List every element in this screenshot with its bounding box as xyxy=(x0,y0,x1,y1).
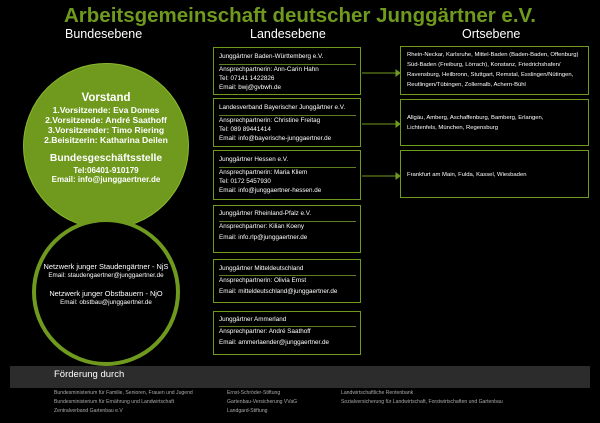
box-line: Junggärtner Mitteldeutschland xyxy=(219,265,304,272)
network-email: Email: obstbau@junggaertner.de xyxy=(60,299,152,306)
box-line: Email: bwj@gvbwh.de xyxy=(219,84,282,91)
vorstand-line: 2.Vorsitzende: André Saathoff xyxy=(45,115,167,125)
sponsor: Bundesministerium für Familie, Senioren, Frauen und Jugend xyxy=(54,390,193,396)
box-line: Ansprechpartner: Kilian Koeny xyxy=(219,223,305,230)
sponsor: Ernst-Schröder-Stiftung xyxy=(227,390,281,396)
sponsor: Sozialversicherung für Landwirtschaft, Forstwirtschaften und Gartenbau xyxy=(341,399,503,405)
office-heading: Bundesgeschäftsstelle xyxy=(49,153,163,164)
orts-line: Frankfurt am Main, Fulda, Kassel, Wiesbaden xyxy=(407,172,527,178)
network-title: Netzwerk junger Staudengärtner - NjS xyxy=(43,262,169,271)
page-title: Arbeitsgemeinschaft deutscher Junggärtner e.V. xyxy=(63,4,537,27)
orts-box-hessen xyxy=(400,150,589,198)
box-line: Email: mitteldeutschland@junggaertner.de xyxy=(219,288,338,295)
column-heading-landesebene: Landesebene xyxy=(250,27,326,41)
box-line: Tel: 0172 5457930 xyxy=(219,178,271,185)
orts-line: Süd-Baden (Freiburg, Lörrach), Konstanz, Friedrichshafen/ xyxy=(407,62,561,68)
sponsor: Landwirtschaftliche Rentenbank xyxy=(341,390,414,396)
landes-box-mitteldeutschland xyxy=(213,259,361,303)
orts-line: Reutlingen/Tübingen, Zollernalb, Achern-Bühl xyxy=(407,82,526,88)
box-line: Ansprechpartner: André Saathoff xyxy=(219,328,311,335)
box-line: Ansprechpartnerin: Christine Freitag xyxy=(219,117,321,124)
network-email: Email: staudengaertner@junggaertner.de xyxy=(48,272,164,279)
orts-box-bw xyxy=(400,46,589,95)
box-line: Tel: 07141 1422826 xyxy=(219,75,275,82)
sponsor: Landgard-Stiftung xyxy=(227,408,268,414)
box-line: Junggärtner Rheinland-Pfalz e.V. xyxy=(219,210,312,217)
box-line: Landesverband Bayerischer Junggärtner e.V. xyxy=(219,104,346,111)
box-line: Email: info.rlp@junggaertner.de xyxy=(219,234,308,241)
orts-line: Lichtenfels, München, Regensburg xyxy=(407,125,499,131)
column-heading-ortsebene: Ortsebene xyxy=(462,27,521,41)
box-line: Tel: 089 89441414 xyxy=(219,126,271,133)
landes-box-hessen xyxy=(213,150,361,200)
orts-line: Allgäu, Amberg, Aschaffenburg, Bamberg, Erlangen, xyxy=(407,115,544,121)
vorstand-line: 3.Vorsitzender: Timo Riering xyxy=(47,125,165,135)
box-line: Email: info@junggaertner-hessen.de xyxy=(219,187,322,194)
column-heading-bundesebene: Bundesebene xyxy=(65,27,143,41)
connector-arrows xyxy=(360,60,400,180)
sponsor: Bundesministerium für Ernährung und Landwirtschaft xyxy=(54,399,175,405)
box-line: Junggärtner Baden-Württemberg e.V. xyxy=(219,53,324,60)
landes-box-bw xyxy=(213,47,361,95)
box-line: Junggärtner Hessen e.V. xyxy=(219,156,289,163)
box-line: Ansprechpartnerin: Maria Kliem xyxy=(219,169,308,176)
network-title: Netzwerk junger Obstbauern - NjO xyxy=(49,289,163,298)
vorstand-heading: Vorstand xyxy=(81,92,131,104)
landes-box-rlp xyxy=(213,205,361,253)
box-line: Ansprechpartnerin: Olivia Ernst xyxy=(219,277,307,284)
landes-box-bayern xyxy=(213,98,361,147)
orts-line: Rhein-Neckar, Karlsruhe, Mittel-Baden (Baden-Baden, Offenburg) xyxy=(407,52,579,58)
landes-box-ammerland xyxy=(213,311,361,355)
box-line: Email: info@bayerische-junggaertner.de xyxy=(219,135,332,142)
orts-line: Ravensburg, Heilbronn, Stuttgart, Remstal, Esslingen/Nütingen, xyxy=(407,72,574,78)
office-tel: Tel:06401-910179 xyxy=(73,166,139,175)
box-line: Email: ammerlaender@junggaertner.de xyxy=(219,339,329,346)
footer-title: Förderung durch xyxy=(54,369,125,380)
vorstand-line: 1.Vorsitzende: Eva Domes xyxy=(52,105,160,115)
vorstand-line: 2.Beisitzerin: Katharina Deilen xyxy=(44,135,168,145)
vorstand-circle xyxy=(23,63,189,229)
orts-box-bayern xyxy=(400,99,589,146)
sponsor: Gartenbau-Versicherung VVaG xyxy=(227,399,298,405)
box-line: Ansprechpartnerin: Ann-Carin Hahn xyxy=(219,66,319,73)
sponsor: Zentralverband Gartenbau e.V xyxy=(54,408,123,414)
office-email: Email: info@junggaertner.de xyxy=(51,175,161,184)
box-line: Junggärtner Ammerland xyxy=(219,316,287,323)
